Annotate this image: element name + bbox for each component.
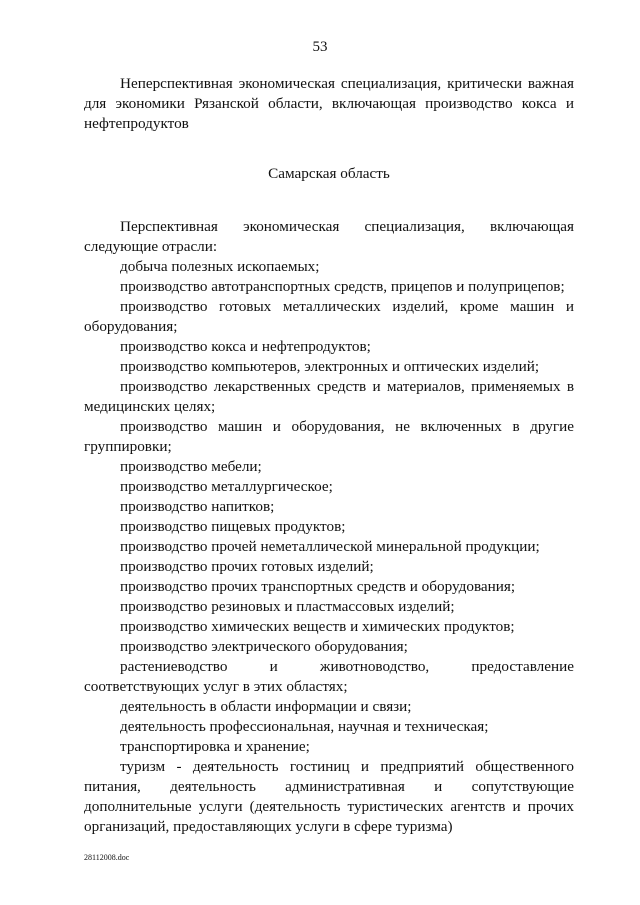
list-item: производство химических веществ и химических продуктов; [120, 618, 515, 635]
page-number: 53 [312, 39, 328, 55]
list-item: туризм - деятельность гостиниц и предприятий общественного питания, деятельность административная и сопутствующие дополнительные услуги (деятельность туристических агентств и прочих организаций, предоставляющих услуги в сфере туризма) [84, 758, 574, 835]
intro-paragraph: Неперспективная экономическая специализация, критически важная для экономики Рязанской области, включающая производство кокса и нефтепродуктов [84, 75, 574, 132]
list-item: добыча полезных ископаемых; [120, 258, 320, 275]
list-item: деятельность профессиональная, научная и техническая; [120, 718, 489, 735]
list-item: производство пищевых продуктов; [120, 518, 346, 535]
list-item: производство резиновых и пластмассовых изделий; [120, 598, 455, 615]
list-intro: Перспективная экономическая специализация, включающая следующие отрасли: [84, 218, 574, 255]
document-body [84, 74, 574, 837]
list-item: производство лекарственных средств и материалов, применяемых в медицинских целях; [84, 378, 574, 415]
section-heading: Самарская область [268, 165, 390, 182]
list-item: производство прочих готовых изделий; [120, 558, 374, 575]
list-item: производство прочих транспортных средств и оборудования; [120, 578, 516, 595]
list-item: производство напитков; [120, 498, 275, 515]
footer-file-code: 28112008.doc [84, 853, 130, 862]
list-item: производство электрического оборудования; [120, 638, 408, 655]
list-item: производство машин и оборудования, не включенных в другие группировки; [84, 418, 574, 455]
list-item: производство кокса и нефтепродуктов; [120, 338, 371, 355]
list-item: транспортировка и хранение; [120, 738, 310, 755]
list-item: производство металлургическое; [120, 478, 333, 495]
list-item: производство готовых металлических изделий, кроме машин и оборудования; [84, 298, 574, 335]
list-item: производство прочей неметаллической минеральной продукции; [120, 538, 540, 555]
list-item: производство мебели; [120, 458, 262, 475]
list-item: производство компьютеров, электронных и оптических изделий; [120, 358, 540, 375]
list-item: производство автотранспортных средств, прицепов и полуприцепов; [120, 278, 565, 295]
list-item: деятельность в области информации и связи; [120, 698, 412, 715]
list-item: растениеводство и животноводство, предоставление соответствующих услуг в этих областях; [84, 658, 574, 695]
